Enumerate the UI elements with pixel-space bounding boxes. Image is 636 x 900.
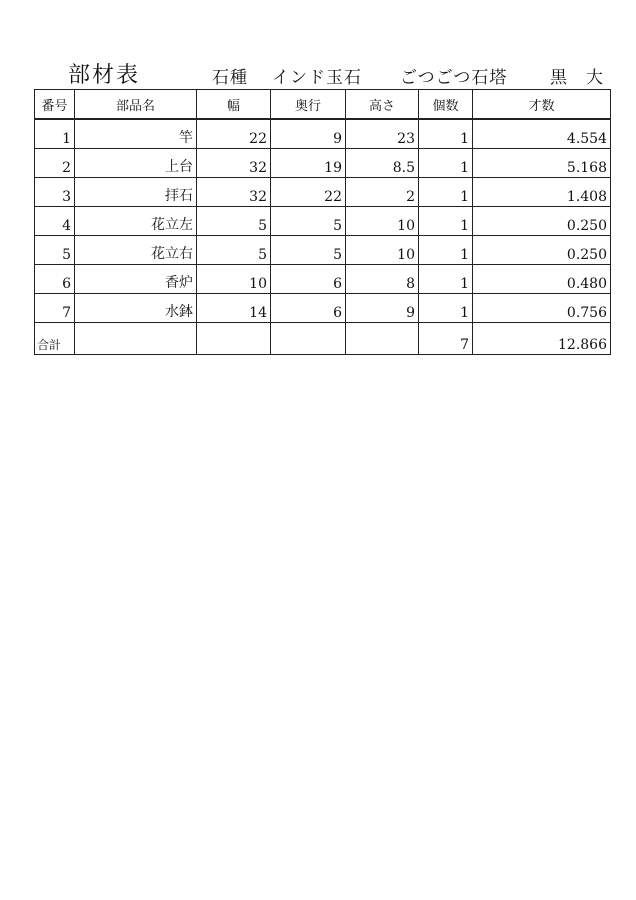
cell-quantity: 1 — [419, 265, 473, 294]
cell-number: 2 — [35, 149, 75, 178]
cell-quantity: 1 — [419, 149, 473, 178]
title-row — [0, 58, 636, 88]
table-row — [35, 236, 611, 265]
table-header-row — [35, 90, 611, 120]
column-header-sai: 才数 — [473, 90, 611, 120]
cell-height: 10 — [346, 207, 419, 236]
total-empty-cell — [271, 323, 346, 355]
cell-height: 2 — [346, 178, 419, 207]
column-header-number: 番号 — [35, 90, 75, 120]
column-header-part-name: 部品名 — [75, 90, 197, 120]
cell-part-name: 花立右 — [75, 236, 197, 265]
total-label: 合計 — [35, 323, 75, 355]
document-title: 部材表 — [68, 63, 141, 88]
cell-width: 14 — [197, 294, 271, 323]
cell-height: 23 — [346, 119, 419, 149]
table-row — [35, 294, 611, 323]
cell-quantity: 1 — [419, 236, 473, 265]
cell-height: 8 — [346, 265, 419, 294]
column-header-width: 幅 — [197, 90, 271, 120]
column-header-depth: 奥行 — [271, 90, 346, 120]
cell-part-name: 水鉢 — [75, 294, 197, 323]
table-row — [35, 119, 611, 149]
cell-height: 8.5 — [346, 149, 419, 178]
cell-depth: 6 — [271, 265, 346, 294]
cell-part-name: 上台 — [75, 149, 197, 178]
cell-sai: 0.250 — [473, 236, 611, 265]
column-header-quantity: 個数 — [419, 90, 473, 120]
cell-width: 10 — [197, 265, 271, 294]
cell-width: 22 — [197, 119, 271, 149]
cell-width: 5 — [197, 207, 271, 236]
cell-number: 4 — [35, 207, 75, 236]
cell-number: 6 — [35, 265, 75, 294]
cell-sai: 0.480 — [473, 265, 611, 294]
cell-quantity: 1 — [419, 178, 473, 207]
cell-part-name: 拝石 — [75, 178, 197, 207]
cell-part-name: 竿 — [75, 119, 197, 149]
cell-part-name: 香炉 — [75, 265, 197, 294]
cell-width: 32 — [197, 178, 271, 207]
cell-sai: 0.250 — [473, 207, 611, 236]
cell-height: 10 — [346, 236, 419, 265]
table-row — [35, 178, 611, 207]
cell-sai: 5.168 — [473, 149, 611, 178]
cell-number: 5 — [35, 236, 75, 265]
total-sai: 12.866 — [473, 323, 611, 355]
cell-height: 9 — [346, 294, 419, 323]
table-row — [35, 207, 611, 236]
cell-depth: 9 — [271, 119, 346, 149]
table-row — [35, 149, 611, 178]
total-empty-cell — [346, 323, 419, 355]
total-row — [35, 323, 611, 355]
cell-number: 7 — [35, 294, 75, 323]
cell-number: 3 — [35, 178, 75, 207]
cell-part-name: 花立左 — [75, 207, 197, 236]
cell-quantity: 1 — [419, 207, 473, 236]
parts-table — [34, 89, 611, 355]
cell-quantity: 1 — [419, 119, 473, 149]
column-header-height: 高さ — [346, 90, 419, 120]
color-size-label: 黒 大 — [550, 68, 604, 88]
cell-width: 32 — [197, 149, 271, 178]
cell-depth: 5 — [271, 207, 346, 236]
cell-depth: 22 — [271, 178, 346, 207]
product-name: ごつごつ石塔 — [400, 68, 508, 88]
stone-type-name: インド玉石 — [272, 68, 362, 88]
total-empty-cell — [75, 323, 197, 355]
cell-depth: 19 — [271, 149, 346, 178]
cell-quantity: 1 — [419, 294, 473, 323]
total-quantity: 7 — [419, 323, 473, 355]
total-empty-cell — [197, 323, 271, 355]
cell-sai: 4.554 — [473, 119, 611, 149]
cell-width: 5 — [197, 236, 271, 265]
table-row — [35, 265, 611, 294]
cell-depth: 5 — [271, 236, 346, 265]
cell-sai: 1.408 — [473, 178, 611, 207]
cell-sai: 0.756 — [473, 294, 611, 323]
cell-depth: 6 — [271, 294, 346, 323]
stone-type-label: 石種 — [212, 68, 248, 88]
cell-number: 1 — [35, 119, 75, 149]
